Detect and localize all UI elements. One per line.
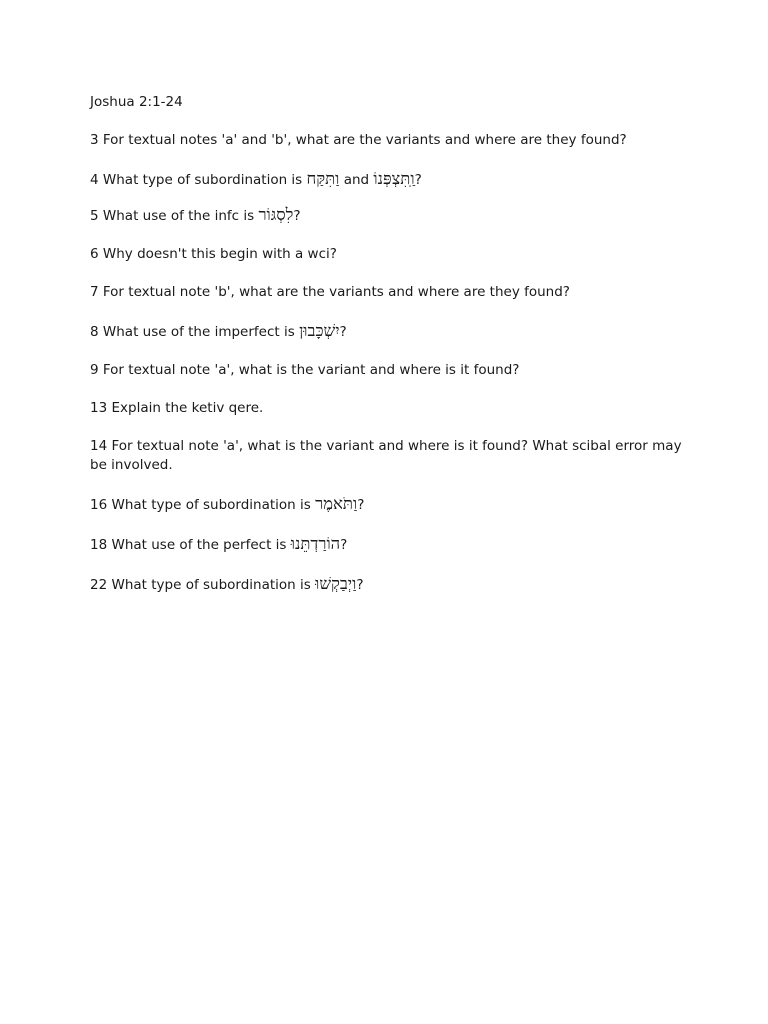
question-end: ? (356, 577, 364, 593)
question-7 (90, 283, 686, 302)
question-5 (90, 205, 686, 226)
question-number: 3 (90, 132, 99, 148)
question-end: ? (357, 497, 365, 513)
question-end: ? (414, 172, 422, 188)
hebrew-word: לִסְגּוֹר (258, 205, 294, 224)
question-number: 16 (90, 497, 108, 513)
question-8 (90, 321, 686, 342)
question-text: For textual note 'b', what are the variants and where are they found? (102, 284, 570, 300)
hebrew-word: וַיְבַקְשׁוּ (315, 574, 357, 593)
hebrew-word: וַֽתִּצְפְּנוֹ (373, 169, 415, 188)
question-number: 14 (90, 438, 108, 454)
question-end: ? (340, 537, 348, 553)
question-6 (90, 245, 686, 264)
question-number: 9 (90, 362, 99, 378)
question-text: What use of the imperfect is (102, 324, 300, 340)
question-number: 13 (90, 400, 108, 416)
question-text: Explain the ketiv qere. (111, 400, 264, 416)
question-number: 4 (90, 172, 99, 188)
question-connector: and (339, 172, 374, 188)
question-16 (90, 494, 686, 515)
question-3 (90, 131, 686, 150)
document-page (90, 93, 686, 595)
question-22 (90, 574, 686, 595)
question-number: 7 (90, 284, 99, 300)
question-9 (90, 361, 686, 380)
question-number: 5 (90, 208, 99, 224)
question-text: What use of the perfect is (111, 537, 291, 553)
question-end: ? (339, 324, 347, 340)
hebrew-word: יִשְׁכָּבוּן (299, 321, 340, 340)
question-text: For textual note 'a', what is the variant and where is it found? (102, 362, 520, 378)
question-end: ? (293, 208, 301, 224)
question-text: What use of the infc is (102, 208, 259, 224)
document-title: Joshua 2:1-24 (90, 94, 183, 110)
question-number: 8 (90, 324, 99, 340)
hebrew-word: וַתֹּאמֶר (315, 494, 358, 513)
question-text: For textual note 'a', what is the variant and where is it found? What scibal error may be involved. (90, 438, 682, 473)
question-18 (90, 534, 686, 555)
question-number: 6 (90, 246, 99, 262)
question-text: Why doesn't this begin with a wci? (102, 246, 337, 262)
question-4 (90, 169, 686, 190)
question-14 (90, 437, 686, 475)
hebrew-word: הוֹרַדְתֵּנוּ (290, 534, 341, 553)
question-number: 22 (90, 577, 108, 593)
question-text: For textual notes 'a' and 'b', what are the variants and where are they found? (102, 132, 627, 148)
question-text: What type of subordination is (111, 577, 316, 593)
question-text: What type of subordination is (111, 497, 316, 513)
question-number: 18 (90, 537, 108, 553)
hebrew-word: וַתִּקַּח (306, 169, 340, 188)
question-text: What type of subordination is (102, 172, 307, 188)
question-13 (90, 399, 686, 418)
